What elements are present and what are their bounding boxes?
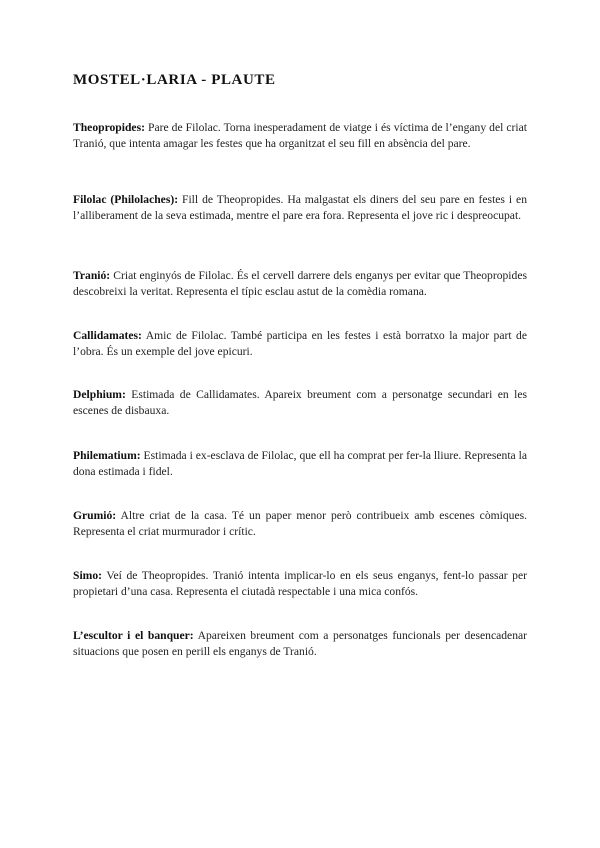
character-name: Grumió: xyxy=(73,509,117,522)
character-entry-theopropides xyxy=(73,120,527,152)
character-name: Philematium: xyxy=(73,449,141,462)
character-entry-callidamates xyxy=(73,328,527,360)
character-name: Tranió: xyxy=(73,269,111,282)
character-entry-grumio xyxy=(73,508,527,540)
character-entry-escultor-banquer xyxy=(73,628,527,660)
character-description: Criat enginyós de Filolac. És el cervell darrere dels enganys per evitar que Theopropides descobreixi la veritat. Representa el típic esclau astut de la comèdia romana. xyxy=(73,269,527,298)
character-description: Veí de Theopropides. Tranió intenta implicar-lo en els seus enganys, fent-lo passar per propietari d’una casa. Representa el ciutadà respectable i una mica confós. xyxy=(73,569,527,598)
character-name: Theopropides: xyxy=(73,121,145,134)
character-name: Simo: xyxy=(73,569,102,582)
character-description: Apareixen breument com a personatges funcionals per desencadenar situacions que posen en perill els enganys de Tranió. xyxy=(73,629,527,658)
character-description: Estimada de Callidamates. Apareix breument com a personatge secundari en les escenes de disbauxa. xyxy=(73,388,527,417)
character-entry-simo xyxy=(73,568,527,600)
character-description: Fill de Theopropides. Ha malgastat els diners del seu pare en festes i en l’alliberament de la seva estimada, mentre el pare era fora. Representa el jove ric i despreocupat. xyxy=(73,193,527,222)
character-description: Amic de Filolac. També participa en les festes i està borratxo la major part de l’obra. És un exemple del jove epicuri. xyxy=(73,329,527,358)
character-entry-filolac xyxy=(73,192,527,224)
character-name: Callidamates: xyxy=(73,329,142,342)
character-description: Estimada i ex-esclava de Filolac, que ell ha comprat per fer-la lliure. Representa la dona estimada i fidel. xyxy=(73,449,527,478)
character-entry-philematium xyxy=(73,448,527,480)
character-entry-tranio xyxy=(73,268,527,300)
character-entry-delphium xyxy=(73,387,527,419)
character-name: L’escultor i el banquer: xyxy=(73,629,194,642)
character-name: Delphium: xyxy=(73,388,126,401)
character-name: Filolac (Philolaches): xyxy=(73,193,179,206)
character-description: Pare de Filolac. Torna inesperadament de viatge i és víctima de l’engany del criat Tranió, que intenta amagar les festes que ha organitzat el seu fill en absència del pare. xyxy=(73,121,527,150)
document-title: MOSTEL·LARIA - PLAUTE xyxy=(73,72,276,88)
character-description: Altre criat de la casa. Té un paper menor però contribueix amb escenes còmiques. Representa el criat murmurador i crític. xyxy=(73,509,528,538)
